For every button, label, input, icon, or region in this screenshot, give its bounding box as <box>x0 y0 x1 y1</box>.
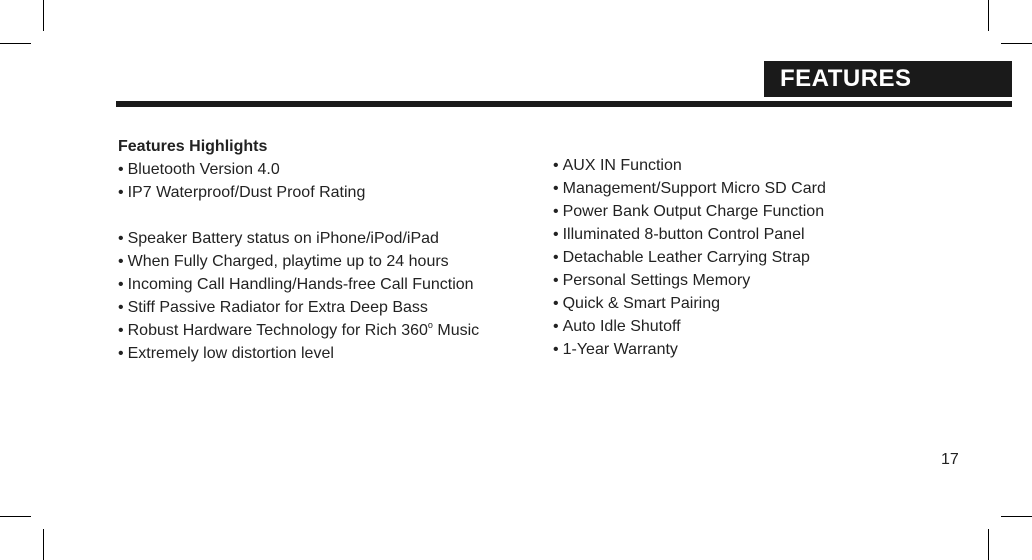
features-right-column <box>553 154 973 361</box>
list-item-text: When Fully Charged, playtime up to 24 hours <box>127 253 449 270</box>
bullet-icon: • <box>553 203 559 220</box>
bullet-icon: • <box>118 322 124 339</box>
list-item <box>553 223 973 246</box>
list-item <box>118 250 538 273</box>
list-item <box>118 158 538 181</box>
crop-mark-bottom-right <box>988 529 989 560</box>
bullet-icon: • <box>553 295 559 312</box>
list-item-text: Illuminated 8-button Control Panel <box>562 226 805 243</box>
list-item-text: IP7 Waterproof/Dust Proof Rating <box>127 184 366 201</box>
features-heading: Features Highlights <box>118 138 268 155</box>
degree-superscript: o <box>427 320 433 330</box>
crop-mark-bottom-right <box>1001 516 1032 517</box>
list-item <box>553 200 973 223</box>
list-item-text: Robust Hardware Technology for Rich 360 <box>127 322 428 339</box>
list-item-text: Quick & Smart Pairing <box>562 295 720 312</box>
list-item-text: 1-Year Warranty <box>562 341 678 358</box>
bullet-icon: • <box>118 276 124 293</box>
list-item-text: Bluetooth Version 4.0 <box>127 161 280 178</box>
list-item-text: Personal Settings Memory <box>562 272 751 289</box>
list-item-text: Incoming Call Handling/Hands-free Call Function <box>127 276 474 293</box>
list-item <box>118 273 538 296</box>
list-item-text: Stiff Passive Radiator for Extra Deep Bass <box>127 299 428 316</box>
bullet-icon: • <box>118 161 124 178</box>
bullet-icon: • <box>553 180 559 197</box>
features-list-left <box>118 158 538 365</box>
bullet-icon: • <box>553 318 559 335</box>
crop-mark-bottom-left <box>0 516 31 517</box>
list-item <box>118 296 538 319</box>
list-item-text: Management/Support Micro SD Card <box>562 180 826 197</box>
bullet-icon: • <box>553 157 559 174</box>
crop-mark-top-left <box>43 0 44 31</box>
crop-mark-top-right <box>1001 43 1032 44</box>
bullet-icon: • <box>118 230 124 247</box>
list-item <box>118 319 538 342</box>
list-item <box>553 338 973 361</box>
list-item <box>118 181 538 204</box>
bullet-icon: • <box>118 299 124 316</box>
crop-mark-bottom-left <box>43 529 44 560</box>
list-item <box>553 154 973 177</box>
list-item-text: AUX IN Function <box>562 157 682 174</box>
list-item <box>553 177 973 200</box>
bullet-icon: • <box>553 226 559 243</box>
page-number: 17 <box>941 451 959 468</box>
list-item-text: Extremely low distortion level <box>127 345 334 362</box>
list-item <box>553 269 973 292</box>
list-item-text: Detachable Leather Carrying Strap <box>562 249 810 266</box>
list-item-text: Auto Idle Shutoff <box>562 318 681 335</box>
list-item-text: Power Bank Output Charge Function <box>562 203 825 220</box>
features-list-right <box>553 154 973 361</box>
list-item <box>553 292 973 315</box>
features-left-column <box>118 135 538 365</box>
list-item <box>118 342 538 365</box>
crop-mark-top-right <box>988 0 989 31</box>
list-item-text: Speaker Battery status on iPhone/iPod/iPad <box>127 230 439 247</box>
list-item-text-suffix: Music <box>432 322 480 339</box>
header-rule <box>116 101 1012 107</box>
bullet-icon: • <box>118 184 124 201</box>
list-item <box>553 246 973 269</box>
bullet-icon: • <box>553 249 559 266</box>
list-item <box>553 315 973 338</box>
list-item <box>118 227 538 250</box>
bullet-icon: • <box>553 272 559 289</box>
crop-mark-top-left <box>0 43 31 44</box>
bullet-icon: • <box>118 345 124 362</box>
bullet-icon: • <box>553 341 559 358</box>
bullet-icon: • <box>118 253 124 270</box>
section-banner: FEATURES <box>764 61 1012 97</box>
